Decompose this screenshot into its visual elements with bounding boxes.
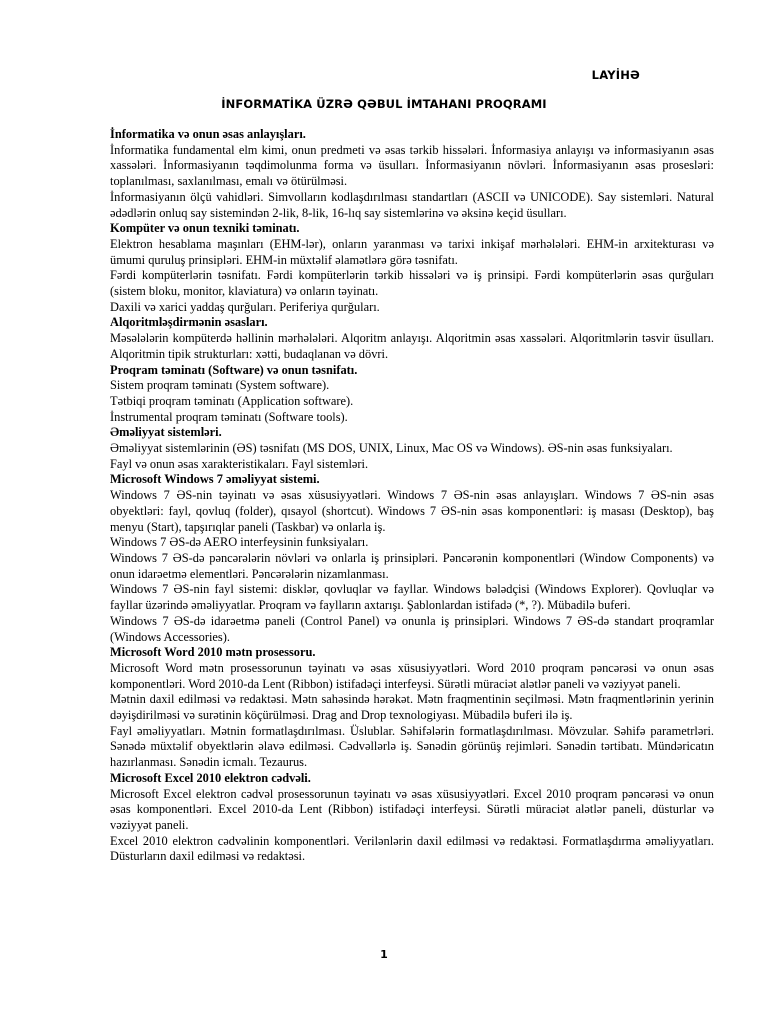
section-heading: Proqram təminatı (Software) və onun təsnifatı.: [110, 362, 358, 377]
section-paragraph: Tətbiqi proqram təminatı (Application software).: [110, 393, 354, 408]
section-paragraph: Windows 7 ƏS-də idarəetmə paneli (Control Panel) və onunla iş prinsipləri. Windows 7 ƏS-də standart proqramlar (Windows Accessories).: [110, 613, 714, 644]
section-paragraph: Windows 7 ƏS-də AERO interfeysinin funksiyaları.: [110, 535, 369, 550]
section-heading: Microsoft Excel 2010 elektron cədvəli.: [110, 770, 311, 785]
section-paragraph: Fərdi kompüterlərin təsnifatı. Fərdi kompüterlərin tərkib hissələri və iş prinsipi. Fərdi kompüterlərin əsas qurğuları (sistem bloku, monitor, klaviatura) və onların təyinatı.: [110, 268, 714, 299]
section-paragraph: İnformasiyanın ölçü vahidləri. Simvolların kodlaşdırılması standartları (ASCII və UNICODE). Say sistemləri. Natural ədədlərin onluq say sistemindən 2-lik, 8-lik, 16-lıq say sistemlərinə və əksinə keçid üsulları.: [110, 189, 714, 220]
section-paragraph: Məsələlərin kompüterdə həllinin mərhələləri. Alqoritm anlayışı. Alqoritmin əsas xassələri. Alqoritmlərin təsvir üsulları. Alqoritmin tipik strukturları: xətti, budaqlanan və dövri.: [110, 331, 714, 361]
section-paragraph: İnstrumental proqram təminatı (Software tools).: [110, 409, 348, 424]
section-paragraph: Elektron hesablama maşınları (EHM-lər), onların yaranması və tarixi inkişaf mərhələləri. EHM-in arxitekturası və ümumi quruluş prinsipləri. EHM-in müxtəlif əlamətlərə görə təsnifatı.: [110, 236, 714, 267]
section-paragraph: Windows 7 ƏS-nin təyinatı və əsas xüsusiyyətləri. Windows 7 ƏS-nin əsas anlayışları. Windows 7 ƏS-nin əsas obyektləri: fayl, qovluq (folder), qısayol (shortcut). Windows 7 ƏS-nin əsas komponentləri: iş masası (Desktop), baş menyu (Start), tapşırıqlar paneli (Taskbar) və onlarla iş.: [110, 488, 714, 534]
section-paragraph: Windows 7 ƏS-nin fayl sistemi: disklər, qovluqlar və fayllar. Windows bələdçisi (Windows Explorer). Qovluqlar və fayllar üzərində əməliyyatlar. Proqram və faylların axtarışı. Şablonlardan istifadə (*, ?). Mübadilə buferi.: [110, 582, 714, 613]
section-heading: Alqoritmləşdirmənin əsasları.: [110, 315, 268, 330]
document-title: İNFORMATİKA ÜZRƏ QƏBUL İMTAHANI PROQRAMI: [221, 97, 547, 111]
section-paragraph: Windows 7 ƏS-də pəncərələrin növləri və onlarla iş prinsipləri. Pəncərənin komponentləri (Window Components) və onun idarəetmə elementləri. Pəncərələrin nizamlanması.: [110, 550, 714, 581]
section-paragraph: Microsoft Excel elektron cədvəl prosessorunun təyinatı və əsas xüsusiyyətləri. Excel 2010 proqram pəncərəsi və onun əsas komponentləri. Excel 2010-da Lent (Ribbon) istifadəçi interfeysi. Sürətli müraciət alətlər paneli, düsturlar və vəziyyət paneli.: [110, 786, 714, 832]
section-heading: Microsoft Windows 7 əməliyyat sistemi.: [110, 472, 320, 487]
section-paragraph: Fayl və onun əsas xarakteristikaları. Fayl sistemləri.: [110, 456, 369, 471]
section-paragraph: Excel 2010 elektron cədvəlinin komponentləri. Verilənlərin daxil edilməsi və redaktəsi. Formatlaşdırma əməliyyatları. Düsturların daxil edilməsi və redaktəsi.: [110, 833, 714, 864]
section-heading: Microsoft Word 2010 mətn prosessoru.: [110, 645, 316, 660]
section-paragraph: Daxili və xarici yaddaş qurğuları. Periferiya qurğuları.: [110, 299, 380, 314]
section-paragraph: İnformatika fundamental elm kimi, onun predmeti və əsas tərkib hissələri. İnformasiya anlayışı və informasiyanın əsas xassələri. İnformasiyanın təqdimolunma forma və üsulları. İnformasiyanın növləri. İnformasiyanın əsas prosesləri: toplanılması, saxlanılması, emalı və ötürülməsi.: [110, 142, 714, 189]
section-heading: İnformatika və onun əsas anlayışları.: [110, 127, 306, 141]
section-paragraph: Mətnin daxil edilməsi və redaktəsi. Mətn sahəsində hərəkət. Mətn fraqmentinin seçilməsi. Mətn fraqmentlərinin yerinin dəyişdirilməsi və surətinin köçürülməsi. Drag and Drop texnologiyası. Mübadilə buferi ilə iş.: [110, 692, 714, 723]
section-paragraph: Sistem proqram təminatı (System software).: [110, 378, 330, 393]
section-heading: Əməliyyat sistemləri.: [110, 425, 222, 440]
section-paragraph: Əməliyyat sistemlərinin (ƏS) təsnifatı (MS DOS, UNIX, Linux, Mac OS və Windows). ƏS-nin əsas funksiyaları.: [110, 441, 673, 456]
section-paragraph: Fayl əməliyyatları. Mətnin formatlaşdırılması. Üslublar. Səhifələrin formatlaşdırılması. Mövzular. Səhifə parametrləri. Sənədə müxtəlif obyektlərin əlavə edilməsi. Cədvəllərlə iş. Sənədin görünüş rejimləri. Sənədin tərtibatı. Mündəricatın hazırlanması. Sənədin icmalı. Tezaurus.: [110, 723, 714, 770]
section-heading: Kompüter və onun texniki təminatı.: [110, 221, 300, 236]
document-body: [110, 127, 714, 865]
section-paragraph: Microsoft Word mətn prosessorunun təyinatı və əsas xüsusiyyətləri. Word 2010 proqram pəncərəsi və onun əsas komponentləri. Word 2010-da Lent (Ribbon) istifadəçi interfeysi. Sürətli müraciət alətlər paneli və vəziyyət paneli.: [110, 660, 714, 691]
draft-label: LAYİHƏ: [591, 68, 640, 82]
page-number: 1: [380, 948, 388, 961]
